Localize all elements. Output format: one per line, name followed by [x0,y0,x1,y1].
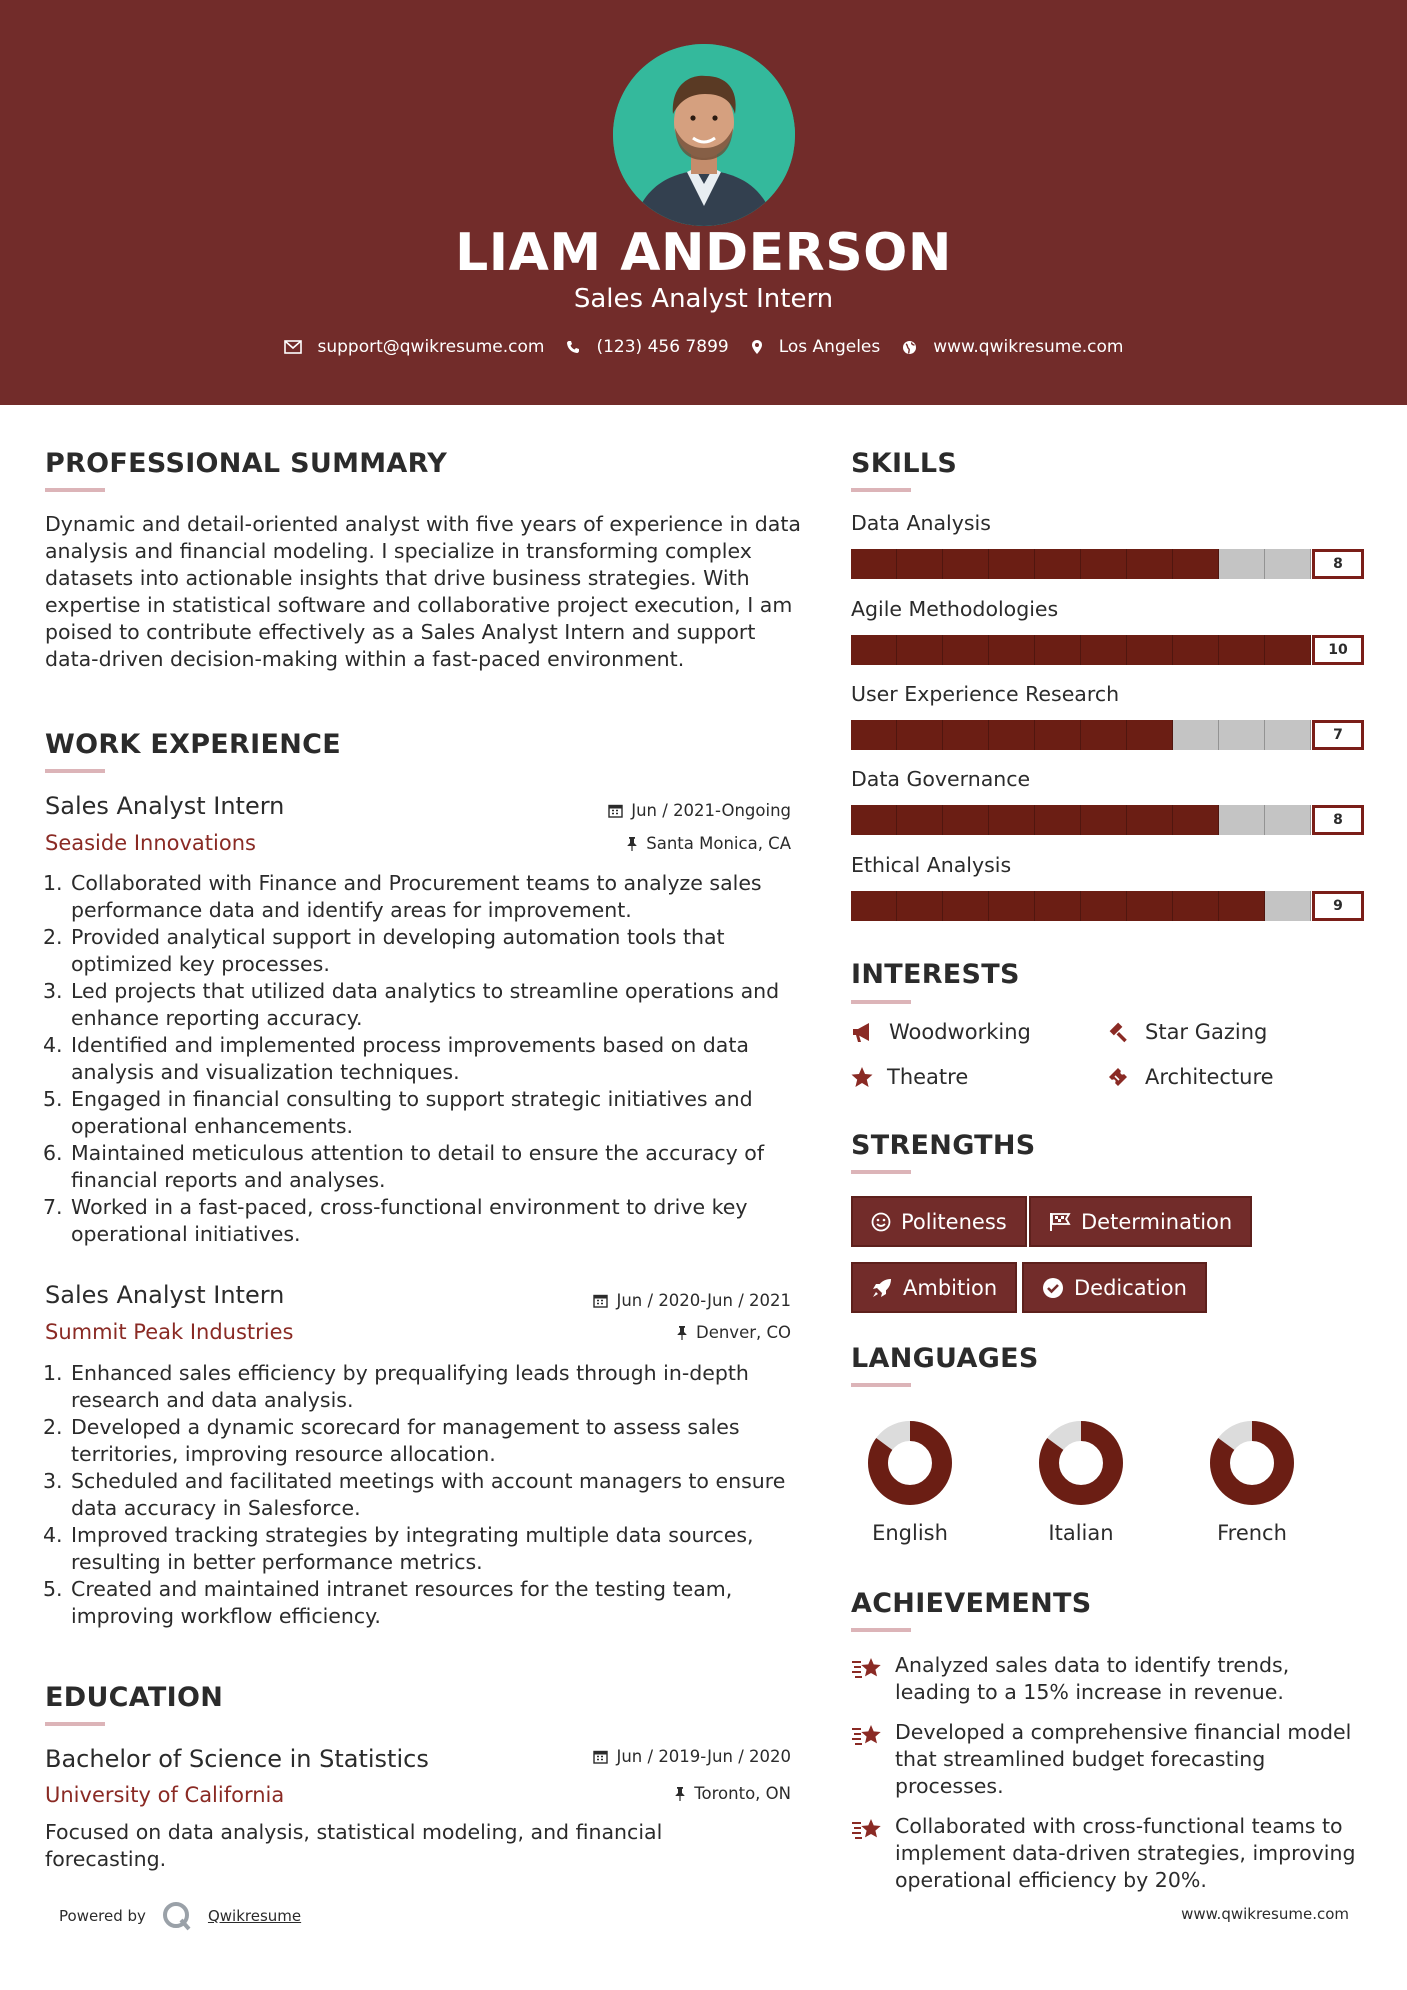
resume-header [0,0,1407,405]
skill-bar-segment [1035,635,1081,665]
section-divider [45,769,105,773]
skill-bar-segment [1081,635,1127,665]
skill-bar-segment [897,891,943,921]
languages-heading: LANGUAGES [851,1343,1039,1374]
list-item: 2. Developed a dynamic scorecard for management to assess sales territories, improving resource allocation. [43,1415,740,1466]
skill-bar-segment [989,635,1035,665]
section-divider [851,1170,911,1174]
strength-badge: Determination [1029,1196,1252,1247]
footer-site[interactable]: www.qwikresume.com [1181,1905,1349,1923]
skill-bar-segment [1265,635,1311,665]
globe-icon [902,340,917,355]
list-item: 4. Improved tracking strategies by integrating multiple data sources, resulting in better performance metrics. [43,1523,754,1574]
degree-title: Bachelor of Science in Statistics [45,1745,429,1773]
interest-item: Theatre [851,1065,968,1089]
education-location: Toronto, ON [674,1784,791,1803]
skills-heading: SKILLS [851,448,958,479]
strength-badge: Ambition [851,1262,1017,1313]
skill-bar-segment [1035,549,1081,579]
skill-bar-segment [943,805,989,835]
job-responsibilities [43,870,788,1248]
list-item: 3. Scheduled and facilitated meetings with account managers to ensure data accuracy in Salesforce. [43,1469,786,1520]
section-divider [851,1383,911,1387]
interest-item: Architecture [1107,1065,1274,1089]
language-item [850,1418,970,1545]
gavel-icon [1107,1020,1131,1044]
list-item: 5. Engaged in financial consulting to support strategic initiatives and operational enhancements. [43,1087,753,1138]
experience-heading: WORK EXPERIENCE [45,729,341,760]
skill-score: 8 [1312,805,1364,835]
skill-bar-segment [851,549,897,579]
skill-bar-segment [1127,720,1173,750]
interest-item: Woodworking [851,1020,1031,1044]
skill-bar-segment [1265,720,1311,750]
education-date: Jun / 2019-Jun / 2020 [593,1747,791,1766]
skill-bar-segment [1081,891,1127,921]
skill-bar-segment [1081,805,1127,835]
contact-bar [0,337,1407,357]
skill-bar-segment [851,891,897,921]
skill-bar-segment [943,891,989,921]
strengths-heading: STRENGTHS [851,1130,1036,1161]
skill-bar-segment [1081,549,1127,579]
interests-heading: INTERESTS [851,959,1020,990]
website-text: www.qwikresume.com [933,337,1124,357]
strength-badge: Dedication [1022,1262,1207,1313]
list-item: 3. Led projects that utilized data analytics to streamline operations and enhance reporting accuracy. [43,979,780,1030]
skill-label: Data Analysis [851,511,991,535]
interest-item: Star Gazing [1107,1020,1267,1044]
summary-heading: PROFESSIONAL SUMMARY [45,448,448,479]
skill-bar-segment [851,635,897,665]
skill-bar-segment [1219,891,1265,921]
job-title: Sales Analyst Intern [45,1281,285,1309]
location-text: Los Angeles [778,337,881,357]
company-name: Seaside Innovations [45,831,256,855]
summary-text: Dynamic and detail-oriented analyst with five years of experience in data analysis and financial modeling. I specialize in transforming complex datasets into actionable insights that drive business strategies. With expertise in statistical software and collaborative project execution, I am poised to contribute effectively as a Sales Analyst Intern and support data-driven decision-making within a fast-paced environment. [45,512,801,671]
candidate-title: Sales Analyst Intern [573,284,834,314]
language-label: French [1217,1521,1287,1545]
check-circle-icon [1042,1277,1064,1299]
job-location: Denver, CO [676,1323,791,1342]
skill-bar-segment [989,549,1035,579]
skill-bar-segment [897,635,943,665]
star-icon [851,1066,873,1088]
pushpin-icon [676,1325,688,1340]
skill-bar-segment [851,805,897,835]
section-divider [851,1000,911,1004]
skill-label: Agile Methodologies [851,597,1059,621]
language-donut [1207,1418,1297,1508]
ticket-icon [1107,1066,1131,1088]
contact-phone[interactable] [566,337,728,357]
shooting-star-icon [851,1723,885,1749]
profile-photo [613,44,795,226]
skill-bar-segment [1265,549,1311,579]
company-name: Summit Peak Industries [45,1320,294,1344]
list-item: 1. Enhanced sales efficiency by prequalifying leads through in-depth research and data analysis. [43,1361,749,1412]
skill-bar-segment [943,635,989,665]
skill-bar [851,805,1364,835]
contact-website[interactable] [902,337,1123,357]
skill-bar-segment [1265,891,1311,921]
language-label: Italian [1048,1521,1114,1545]
skill-bar-segment [1173,549,1219,579]
pushpin-icon [674,1786,686,1801]
skill-bar-segment [1173,805,1219,835]
calendar-icon [593,1749,608,1764]
skill-bar-segment [943,549,989,579]
shooting-star-icon [851,1817,885,1843]
list-item: 4. Identified and implemented process improvements based on data analysis and visualization techniques. [43,1033,749,1084]
skill-bar [851,635,1364,665]
skill-bar-segment [1127,891,1173,921]
school-name: University of California [45,1783,285,1807]
skill-bar-segment [1265,805,1311,835]
language-donut [865,1418,955,1508]
list-item: 6. Maintained meticulous attention to detail to ensure the accuracy of financial reports and analyses. [43,1141,765,1192]
candidate-name: LIAM ANDERSON [455,223,952,283]
section-divider [45,488,105,492]
language-label: English [872,1521,948,1545]
skill-bar-segment [1173,635,1219,665]
skill-bar-segment [1219,805,1265,835]
language-item [1192,1418,1312,1545]
contact-location [751,337,881,357]
qwikresume-logo-icon [160,1900,194,1932]
skill-bar-segment [1035,805,1081,835]
skill-score: 8 [1312,549,1364,579]
skill-bar-segment [851,720,897,750]
skill-score: 9 [1312,891,1364,921]
skill-bar-segment [1081,720,1127,750]
language-item [1021,1418,1141,1545]
skill-bar-segment [1219,635,1265,665]
strength-badge: Politeness [851,1196,1027,1247]
skill-label: Ethical Analysis [851,853,1012,877]
achievement-item: Developed a comprehensive financial model that streamlined budget forecasting processes. [851,1719,1371,1800]
skill-label: Data Governance [851,767,1031,791]
job-responsibilities [43,1360,788,1630]
skill-bar-segment [1035,891,1081,921]
shooting-star-icon [851,1656,885,1682]
skill-score: 7 [1312,720,1364,750]
section-divider [45,1722,105,1726]
skill-label: User Experience Research [851,682,1120,706]
skill-bar-segment [1219,720,1265,750]
map-pin-icon [751,339,763,355]
education-heading: EDUCATION [45,1682,224,1713]
phone-icon [566,340,580,354]
email-text: support@qwikresume.com [317,337,545,357]
megaphone-icon [851,1021,875,1043]
pushpin-icon [626,836,638,851]
skill-bar-segment [897,720,943,750]
section-divider [851,488,911,492]
skill-bar [851,891,1364,921]
achievements-heading: ACHIEVEMENTS [851,1588,1092,1619]
rocket-icon [871,1277,893,1299]
list-item: 2. Provided analytical support in developing automation tools that optimized key processes. [43,925,725,976]
brand-link[interactable]: Qwikresume [207,1907,302,1925]
powered-by: Powered by Qwikresume [59,1900,301,1932]
skill-bar [851,720,1364,750]
skill-bar-segment [1127,805,1173,835]
job-date: Jun / 2021-Ongoing [608,801,791,820]
list-item: 7. Worked in a fast-paced, cross-functional environment to drive key operational initiatives. [43,1195,748,1246]
skill-bar-segment [989,805,1035,835]
achievement-item: Collaborated with cross-functional teams to implement data-driven strategies, improving operational efficiency by 20%. [851,1813,1371,1894]
flag-icon [1049,1212,1071,1232]
skill-bar-segment [1127,635,1173,665]
job-location: Santa Monica, CA [626,834,791,853]
section-divider [851,1628,911,1632]
skill-bar [851,549,1364,579]
skill-bar-segment [1219,549,1265,579]
smile-icon [871,1212,891,1232]
skill-bar-segment [1173,891,1219,921]
phone-text: (123) 456 7899 [596,337,729,357]
skill-bar-segment [989,891,1035,921]
skill-bar-segment [897,805,943,835]
skill-bar-segment [897,549,943,579]
contact-email[interactable] [284,337,545,357]
education-description: Focused on data analysis, statistical modeling, and financial forecasting. [45,1820,663,1871]
list-item: 1. Collaborated with Finance and Procurement teams to analyze sales performance data and identify areas for improvement. [43,871,762,922]
achievement-item: Analyzed sales data to identify trends, leading to a 15% increase in revenue. [851,1652,1371,1706]
job-date: Jun / 2020-Jun / 2021 [593,1291,791,1310]
skill-score: 10 [1312,635,1364,665]
skill-bar-segment [1127,549,1173,579]
job-title: Sales Analyst Intern [45,792,285,820]
list-item: 5. Created and maintained intranet resources for the testing team, improving workflow efficiency. [43,1577,733,1628]
skill-bar-segment [1173,720,1219,750]
envelope-icon [284,340,302,354]
skill-bar-segment [1035,720,1081,750]
calendar-icon [593,1293,608,1308]
language-donut [1036,1418,1126,1508]
skill-bar-segment [943,720,989,750]
skill-bar-segment [989,720,1035,750]
calendar-icon [608,803,623,818]
